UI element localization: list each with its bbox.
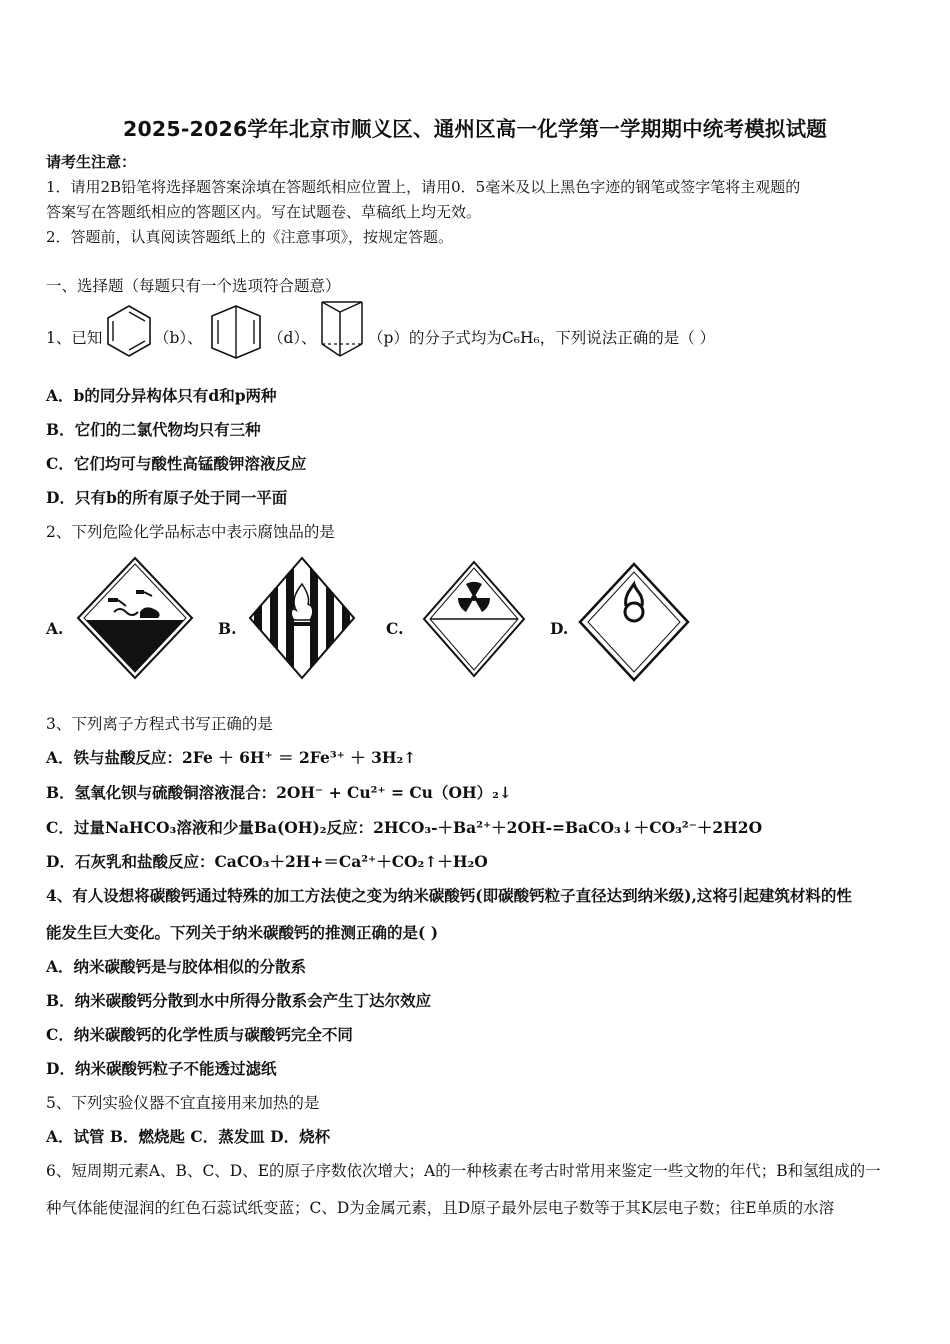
q1-b-label: （b）、 [154, 329, 203, 347]
q1-option-a: A．b的同分异构体只有d和p两种 [46, 386, 277, 405]
q2-label-d: D. [550, 619, 569, 638]
notice-heading: 请考生注意： [46, 153, 137, 171]
radioactive-sign-icon [418, 558, 530, 680]
flammable-solid-sign-icon [246, 554, 358, 682]
q1-option-d: D．只有b的所有原子处于同一平面 [46, 488, 288, 507]
oxidizer-sign-icon [576, 560, 692, 684]
q3-option-d: D．石灰乳和盐酸反应：CaCO₃＋2H+＝Ca²⁺＋CO₂↑＋H₂O [46, 852, 488, 871]
q2-stem: 2、下列危险化学品标志中表示腐蚀品的是 [46, 523, 335, 541]
hazard-signs-row [46, 552, 746, 692]
q4-stem-line-1: 4、有人设想将碳酸钙通过特殊的加工方法使之变为纳米碳酸钙(即碳酸钙粒子直径达到纳米级),这将引起建筑材料的性 [46, 886, 852, 905]
q1-prefix: 1、已知 [46, 329, 103, 347]
q4-option-a: A．纳米碳酸钙是与胶体相似的分散系 [46, 957, 307, 976]
benzene-structure-b [104, 302, 154, 362]
q5-stem: 5、下列实验仪器不宜直接用来加热的是 [46, 1094, 320, 1112]
question-1-stem [46, 296, 906, 366]
q1-stem-text: （p）的分子式均为C₆H₆，下列说法正确的是（ ） [368, 329, 716, 347]
section-heading: 一、选择题（每题只有一个选项符合题意） [46, 277, 341, 295]
q4-option-d: D．纳米碳酸钙粒子不能透过滤纸 [46, 1059, 277, 1078]
q4-option-b: B．纳米碳酸钙分散到水中所得分散系会产生丁达尔效应 [46, 991, 432, 1010]
q2-label-a: A. [46, 619, 64, 638]
q1-d-label: （d）、 [268, 329, 317, 347]
q4-option-c: C．纳米碳酸钙的化学性质与碳酸钙完全不同 [46, 1025, 353, 1044]
q1-option-c: C．它们均可与酸性高锰酸钾溶液反应 [46, 454, 307, 473]
dewar-benzene-structure-d [206, 302, 266, 362]
q4-stem-line-2: 能发生巨大变化。下列关于纳米碳酸钙的推测正确的是( ) [46, 923, 439, 942]
q2-label-b: B. [218, 619, 237, 638]
q5-options: A．试管 B．燃烧匙 C．蒸发皿 D．烧杯 [46, 1127, 331, 1146]
q1-option-b: B．它们的二氯代物均只有三种 [46, 420, 261, 439]
q2-label-c: C. [386, 619, 404, 638]
q3-option-a: A．铁与盐酸反应：2Fe ＋ 6H⁺ ＝ 2Fe³⁺ ＋ 3H₂↑ [46, 748, 417, 767]
q3-stem: 3、下列离子方程式书写正确的是 [46, 715, 273, 733]
prismane-structure-p [318, 296, 366, 364]
q3-option-b: B．氢氧化钡与硫酸铜溶液混合：2OH⁻ + Cu²⁺ = Cu（OH）₂↓ [46, 783, 512, 802]
q6-stem-line-2: 种气体能使湿润的红色石蕊试纸变蓝；C、D为金属元素，且D原子最外层电子数等于其K层电子数；往E单质的水溶 [46, 1199, 835, 1217]
q3-option-c: C．过量NaHCO₃溶液和少量Ba(OH)₂反应：2HCO₃-＋Ba²⁺＋2OH-=BaCO₃↓＋CO₃²⁻＋2H2O [46, 818, 763, 837]
notice-line-2: 答案写在答题纸相应的答题区内。写在试题卷、草稿纸上均无效。 [46, 203, 482, 221]
corrosive-sign-icon [74, 554, 196, 682]
exam-title: 2025-2026学年北京市顺义区、通州区高一化学第一学期期中统考模拟试题 [122, 117, 828, 141]
notice-line-1: 1．请用2B铅笔将选择题答案涂填在答题纸相应位置上，请用0．5毫米及以上黑色字迹的钢笔或签字笔将主观题的 [46, 178, 801, 196]
q6-stem-line-1: 6、短周期元素A、B、C、D、E的原子序数依次增大；A的一种核素在考古时常用来鉴定一些文物的年代；B和氢组成的一 [46, 1162, 881, 1180]
notice-line-3: 2．答题前，认真阅读答题纸上的《注意事项》，按规定答题。 [46, 228, 454, 246]
